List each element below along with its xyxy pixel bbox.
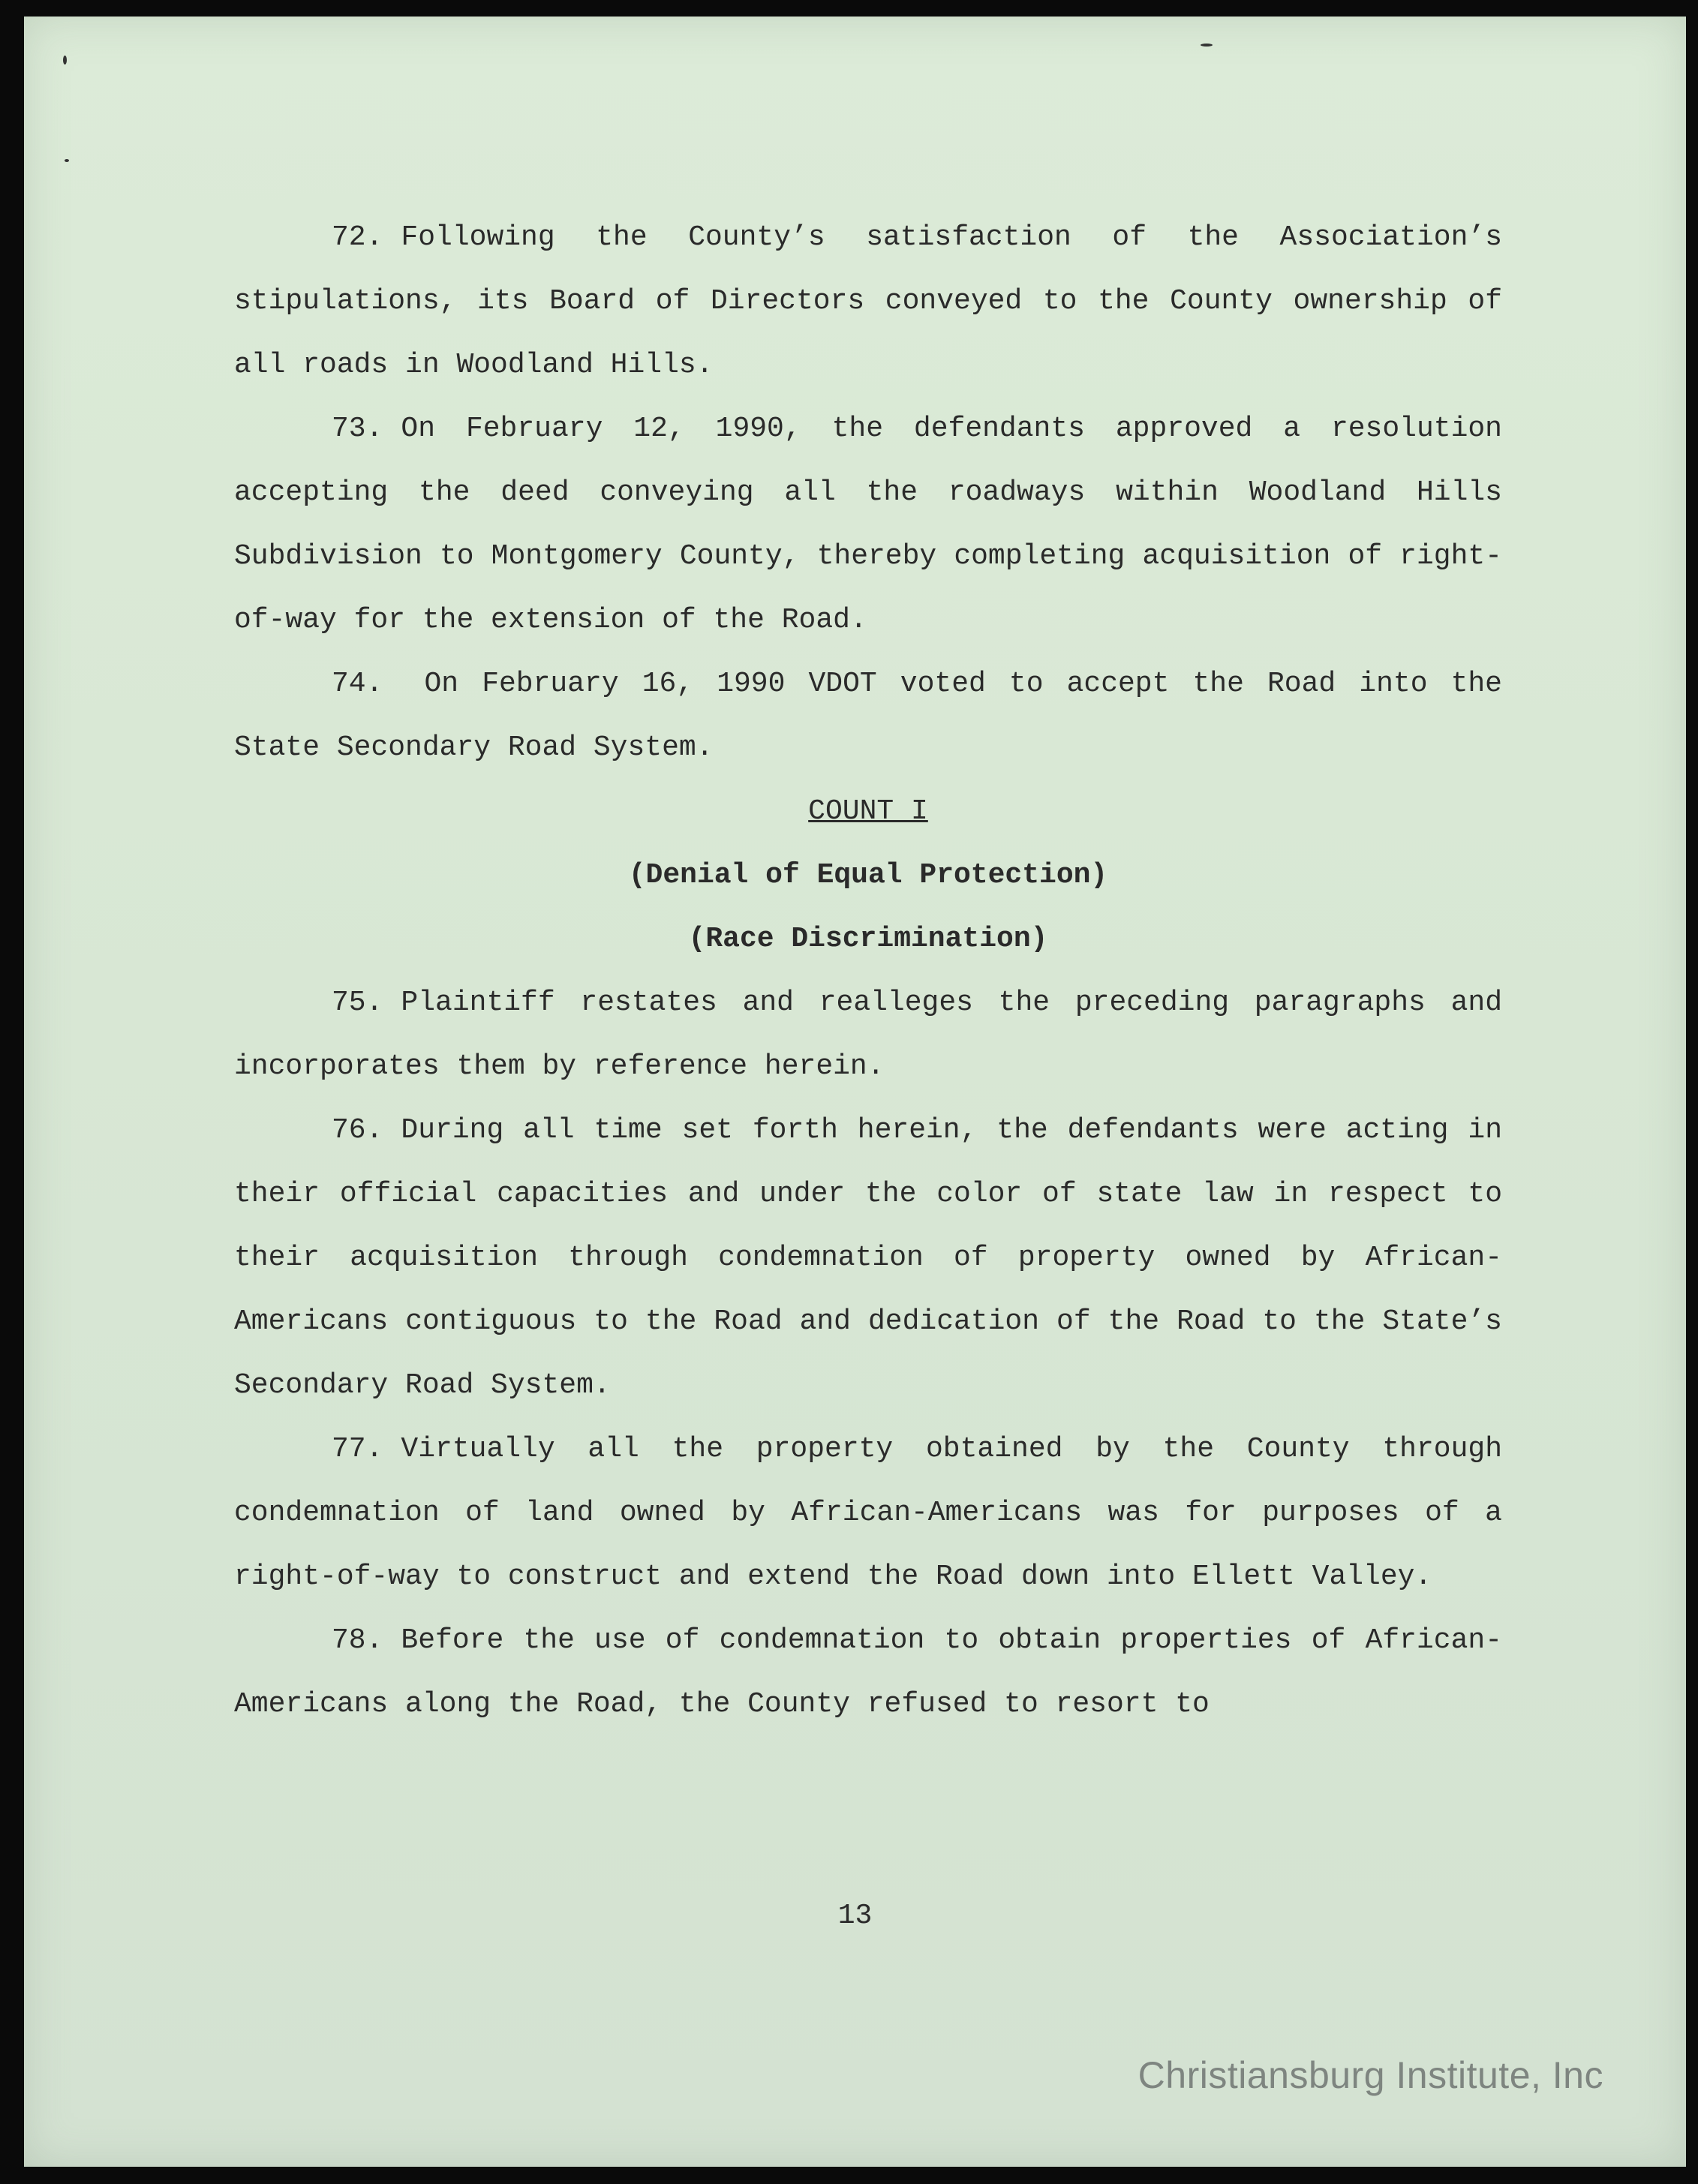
- page-number: 13: [837, 1900, 873, 1932]
- paragraph-number: 72.: [332, 221, 383, 254]
- paragraph-number: 75.: [332, 987, 383, 1019]
- paragraph-text: On February 12, 1990, the defendants approved a resolution accepting the deed conveying all the roadways within Woodland Hills Subdivision to Montgomery County, thereby completing acquisition of right-of-way for the extension of the Road.: [234, 413, 1502, 636]
- paragraph-text: Following the County’s satisfaction of the Association’s stipulations, its Board of Directors conveyed to the County ownership of all roads in Woodland Hills.: [234, 221, 1502, 381]
- paragraph-text: Virtually all the property obtained by the County through condemnation of land owned by African-Americans was for purposes of a right-of-way to construct and extend the Road down into Ellett Valley.: [234, 1433, 1502, 1593]
- count-subheading-race-discrimination: (Race Discrimination): [688, 923, 1048, 955]
- paragraph-73: [234, 397, 1502, 652]
- paragraph-78: [234, 1609, 1502, 1736]
- paragraph-72: [234, 206, 1502, 397]
- document-page: [24, 17, 1686, 2167]
- paragraph-text: On February 16, 1990 VDOT voted to accept the Road into the State Secondary Road System.: [234, 668, 1502, 764]
- paragraph-number: 78.: [332, 1624, 383, 1657]
- count-subheading-equal-protection: (Denial of Equal Protection): [628, 859, 1108, 891]
- paragraph-number: 73.: [332, 413, 383, 445]
- paragraph-76: [234, 1098, 1502, 1417]
- paragraph-number: 74.: [332, 668, 383, 700]
- paragraph-number: 76.: [332, 1114, 383, 1146]
- document-body: [234, 206, 1502, 1736]
- paragraph-text: During all time set forth herein, the defendants were acting in their official capacities and under the color of state law in respect to their acquisition through condemnation of property owned by African-Americans contiguous to the Road and dedication of the Road to the State’s Secondary Road System.: [234, 1114, 1502, 1401]
- paragraph-74: [234, 652, 1502, 780]
- paragraph-77: [234, 1417, 1502, 1609]
- paragraph-text: Before the use of condemnation to obtain properties of African-Americans along the Road, the County refused to resort to: [234, 1624, 1502, 1720]
- count-heading: COUNT I: [808, 795, 928, 828]
- scan-speck: [65, 159, 69, 162]
- watermark: Christiansburg Institute, Inc: [1138, 2054, 1603, 2096]
- paragraph-number: 77.: [332, 1433, 383, 1465]
- paragraph-75: [234, 971, 1502, 1098]
- scan-speck: [1201, 44, 1213, 47]
- scan-speck: [63, 56, 67, 65]
- paragraph-text: Plaintiff restates and realleges the preceding paragraphs and incorporates them by reference herein.: [234, 987, 1502, 1083]
